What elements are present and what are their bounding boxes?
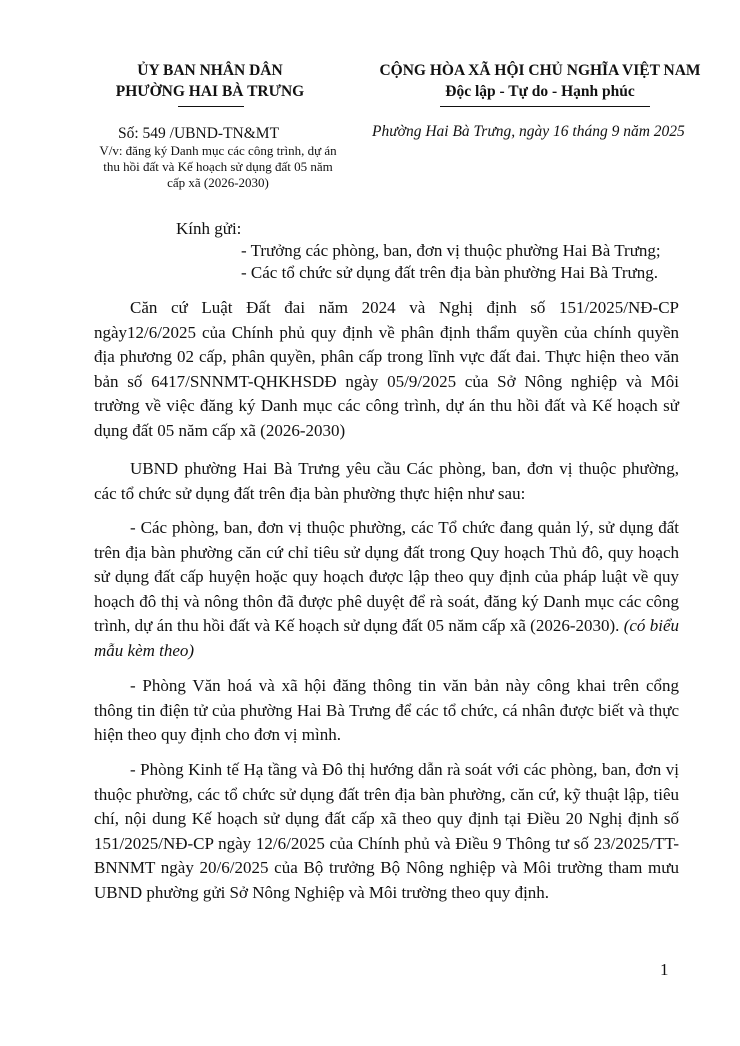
body-paragraph-1 [94,296,679,443]
subject-line-2: thu hồi đất và Kế hoạch sử dụng đất 05 năm [103,159,333,174]
issuing-authority [100,60,320,102]
recipient-item: - Các tổ chức sử dụng đất trên địa bàn phường Hai Bà Trưng. [241,263,658,282]
date-place-line: Phường Hai Bà Trưng, ngày 16 tháng 9 năm 2025 [372,123,685,140]
subject-line-3: cấp xã (2026-2030) [167,175,269,190]
motto-underline [440,106,650,107]
nation-line-2: Độc lập - Tự do - Hạnh phúc [445,83,635,100]
subject-block [98,143,338,191]
recipient-block [176,218,661,284]
page-number: 1 [660,960,669,979]
nation-line-1: CỘNG HÒA XÃ HỘI CHỦ NGHĨA VIỆT NAM [379,62,701,79]
document-number: Số: 549 /UBND-TN&MT [118,125,280,142]
org-line-2: PHƯỜNG HAI BÀ TRƯNG [115,83,305,100]
body-paragraph-2 [94,457,679,506]
body-paragraph-3 [94,516,679,663]
paragraph-text: - Phòng Văn hoá và xã hội đăng thông tin văn bản này công khai trên cổng thông tin điện tử của phường Hai Bà Trưng để các tổ chức, cá nhân được biết và thực hiện theo quy định cho đơn vị mình. [94,676,679,744]
paragraph-text: Căn cứ Luật Đất đai năm 2024 và Nghị định số 151/2025/NĐ-CP ngày12/6/2025 của Chính phủ quy định về phân định thẩm quyền của chính quyền địa phương 02 cấp, phân quyền, phân cấp trong lĩnh vực đất đai. Thực hiện theo văn bản số 6417/SNNMT-QHKHSDĐ ngày 05/9/2025 của Sở Nông nghiệp và Môi trường về việc đăng ký Danh mục các công trình, dự án thu hồi đất và Kế hoạch sử dụng đất 05 năm cấp xã (2026-2030) [94,298,679,440]
subject-line-1: V/v: đăng ký Danh mục các công trình, dự án [99,143,337,158]
body-paragraph-4 [94,674,679,748]
recipient-item: - Trưởng các phòng, ban, đơn vị thuộc phường Hai Bà Trưng; [241,241,661,260]
paragraph-text: UBND phường Hai Bà Trưng yêu cầu Các phòng, ban, đơn vị thuộc phường, các tổ chức sử dụng đất trên địa bàn phường thực hiện như sau: [94,459,679,503]
paragraph-text: - Các phòng, ban, đơn vị thuộc phường, các Tổ chức đang quản lý, sử dụng đất trên địa bàn phường căn cứ chỉ tiêu sử dụng đất trong Quy hoạch Thủ đô, quy hoạch sử dụng đất cấp huyện hoặc quy hoạch được lập theo quy định của pháp luật về quy hoạch đô thị và nông thôn đã được phê duyệt để rà soát, đăng ký Danh mục các công trình, dự án thu hồi đất và Kế hoạch sử dụng đất 05 năm cấp xã (2026-2030). [94,518,679,635]
recipient-label: Kính gửi: [176,219,242,238]
national-motto [360,60,720,102]
body-paragraph-5 [94,758,679,905]
paragraph-text: - Phòng Kinh tế Hạ tầng và Đô thị hướng dẫn rà soát với các phòng, ban, đơn vị thuộc phường, các tổ chức sử dụng đất trên địa bàn phường, căn cứ, kỹ thuật lập, tiêu chí, nội dung Kế hoạch sử dụng đất cấp xã theo quy định tại Điều 20 Nghị định số 151/2025/NĐ-CP ngày 12/6/2025 của Chính phủ và Điều 9 Thông tư số 23/2025/TT-BNNMT ngày 20/6/2025 của Bộ trưởng Bộ Nông nghiệp và Môi trường tham mưu UBND phường gửi Sở Nông Nghiệp và Môi trường theo quy định. [94,760,679,902]
org-line-1: ỦY BAN NHÂN DÂN [137,62,283,79]
org-underline [178,106,244,107]
attachment-note: (có biểu mẫu kèm theo) [94,616,679,660]
